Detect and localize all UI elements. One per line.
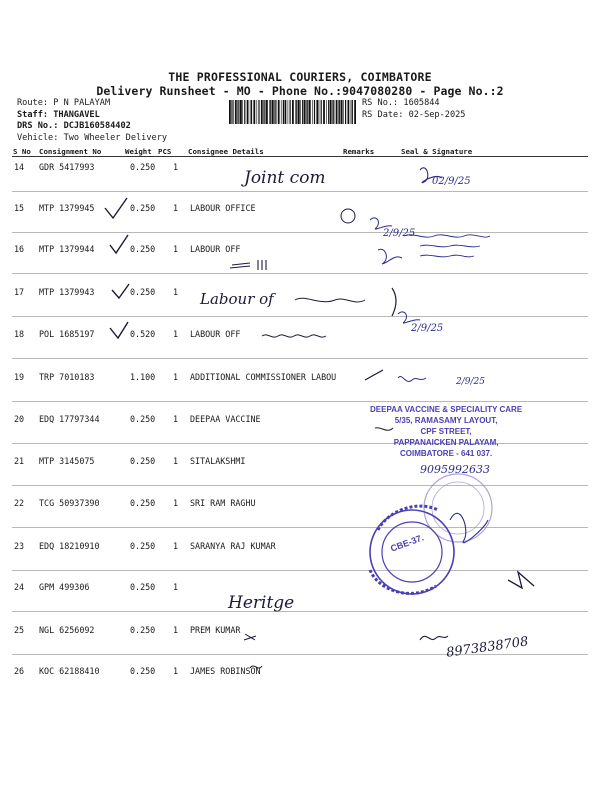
barcode-bar bbox=[309, 100, 311, 124]
col-consignee: Consignee Details bbox=[188, 147, 264, 156]
cell-consignment: MTP 1379943 bbox=[39, 287, 95, 297]
barcode-bar bbox=[283, 100, 284, 124]
company-title: THE PROFESSIONAL COURIERS, COIMBATORE bbox=[168, 70, 432, 84]
cell-sno: 18 bbox=[14, 329, 25, 339]
barcode-bar bbox=[238, 100, 239, 124]
cell-sno: 22 bbox=[14, 498, 25, 508]
barcode-bar bbox=[231, 100, 232, 124]
barcode-bar bbox=[343, 100, 344, 124]
cell-consignee: DEEPAA VACCINE bbox=[190, 414, 261, 424]
cell-sno: 21 bbox=[14, 456, 25, 466]
mtk-stamp-center: CBE-37. bbox=[389, 532, 426, 554]
hand-row24-consignee: Heritge bbox=[228, 593, 295, 613]
barcode-bar bbox=[354, 100, 356, 124]
hand-row15-sign: 2/9/25 bbox=[383, 228, 416, 239]
rs-no-text: RS No.: 1605844 bbox=[362, 98, 440, 108]
cell-sno: 14 bbox=[14, 162, 25, 172]
sign-row25 bbox=[420, 636, 448, 640]
barcode-bar bbox=[352, 100, 353, 124]
barcode-bar bbox=[304, 100, 306, 124]
barcode-bar bbox=[319, 100, 320, 124]
barcode-bar bbox=[266, 100, 268, 124]
cell-consignment: GPM 499306 bbox=[39, 582, 90, 592]
barcode-bar bbox=[332, 100, 333, 124]
cell-consignment: MTP 1379944 bbox=[39, 244, 95, 254]
barcode-bar bbox=[253, 100, 255, 124]
hand-row14-sign: 02/9/25 bbox=[432, 176, 471, 187]
barcode-bar bbox=[264, 100, 265, 124]
barcode-bar bbox=[326, 100, 327, 124]
row19-stroke bbox=[365, 370, 383, 380]
row-separator bbox=[12, 570, 588, 571]
cell-pcs: 1 bbox=[173, 372, 179, 382]
sign-row25-cross bbox=[244, 634, 256, 640]
cell-consignment: GDR 5417993 bbox=[39, 162, 95, 172]
cell-pcs: 1 bbox=[173, 162, 179, 172]
barcode-bar bbox=[312, 100, 313, 124]
cell-weight: 0.250 bbox=[130, 414, 156, 424]
row-separator bbox=[12, 316, 588, 317]
barcode-bar bbox=[281, 100, 282, 124]
cell-consignment: MTP 1379945 bbox=[39, 203, 95, 213]
barcode-bar bbox=[306, 100, 307, 124]
cell-consignment: TCG 50937390 bbox=[39, 498, 100, 508]
cell-consignee: SITALAKSHMI bbox=[190, 456, 246, 466]
cell-pcs: 1 bbox=[173, 414, 179, 424]
cell-consignee: SARANYA RAJ KUMAR bbox=[190, 541, 276, 551]
barcode-bar bbox=[232, 100, 233, 124]
col-remarks: Remarks bbox=[343, 147, 375, 156]
cell-consignee: SRI RAM RAGHU bbox=[190, 498, 256, 508]
cell-weight: 0.250 bbox=[130, 625, 156, 635]
cell-consignment: POL 1685197 bbox=[39, 329, 95, 339]
cell-consignee: LABOUR OFF bbox=[190, 244, 241, 254]
cell-consignee: LABOUR OFFICE bbox=[190, 203, 256, 213]
barcode-bar bbox=[345, 100, 346, 124]
col-weight: Weight bbox=[125, 147, 152, 156]
meta-left bbox=[17, 98, 167, 144]
barcode bbox=[229, 100, 356, 124]
sign-row24 bbox=[508, 572, 534, 588]
barcode-bar bbox=[348, 100, 350, 124]
cell-weight: 0.250 bbox=[130, 244, 156, 254]
cell-sno: 20 bbox=[14, 414, 25, 424]
cell-consignment: MTP 3145075 bbox=[39, 456, 95, 466]
barcode-bar bbox=[251, 100, 252, 124]
barcode-bar bbox=[263, 100, 264, 124]
cell-pcs: 1 bbox=[173, 541, 179, 551]
cell-consignment: EDQ 17797344 bbox=[39, 414, 100, 424]
cell-consignee: LABOUR OFF bbox=[190, 329, 241, 339]
hand-row17-consignee: Labour of bbox=[200, 290, 274, 308]
route-text: Route: P N PALAYAM bbox=[17, 98, 111, 108]
header-divider bbox=[12, 156, 588, 157]
cell-weight: 0.250 bbox=[130, 541, 156, 551]
staff-text: Staff: THANGAVEL bbox=[17, 109, 100, 120]
cell-weight: 0.250 bbox=[130, 162, 156, 172]
barcode-bar bbox=[295, 100, 296, 124]
hand-row21-phone: 9095992633 bbox=[420, 463, 490, 476]
barcode-bar bbox=[247, 100, 249, 124]
tick-row15 bbox=[105, 198, 127, 218]
barcode-bar bbox=[272, 100, 274, 124]
row18-tamil bbox=[262, 335, 326, 337]
barcode-bar bbox=[339, 100, 340, 124]
barcode-bar bbox=[258, 100, 259, 124]
hand-row14-consignee: Joint com bbox=[244, 168, 326, 188]
barcode-bar bbox=[278, 100, 280, 124]
cell-sno: 19 bbox=[14, 372, 25, 382]
circle-mark bbox=[341, 209, 355, 223]
row-separator bbox=[12, 358, 588, 359]
barcode-bar bbox=[341, 100, 343, 124]
hand-row18-sign: 2/9/25 bbox=[411, 323, 444, 334]
cell-sno: 24 bbox=[14, 582, 25, 592]
vehicle-text: Vehicle: Two Wheeler Delivery bbox=[17, 132, 168, 143]
cell-sno: 26 bbox=[14, 666, 25, 676]
barcode-bar bbox=[261, 100, 263, 124]
deepaa-stamp-line: COIMBATORE - 641 037. bbox=[399, 449, 493, 458]
barcode-bar bbox=[333, 100, 334, 124]
runsheet-title: Delivery Runsheet - MO - Phone No.:9047080280 - Page No.:2 bbox=[96, 84, 504, 98]
barcode-bar bbox=[328, 100, 329, 124]
cell-consignee: JAMES ROBINSON bbox=[190, 666, 261, 676]
col-seal: Seal & Signature bbox=[401, 147, 473, 156]
barcode-bar bbox=[285, 100, 287, 124]
sign-row16-tamil bbox=[404, 235, 490, 257]
row-separator bbox=[12, 485, 588, 486]
barcode-bar bbox=[237, 100, 238, 124]
barcode-bar bbox=[316, 100, 318, 124]
barcode-bar bbox=[290, 100, 291, 124]
cell-consignee: PREM KUMAR bbox=[190, 625, 241, 635]
barcode-bar bbox=[300, 100, 301, 124]
deepaa-stamp bbox=[370, 404, 522, 459]
row17-quote bbox=[295, 298, 365, 302]
tick-row17 bbox=[112, 284, 129, 298]
sign-row16 bbox=[378, 249, 402, 264]
barcode-bar bbox=[351, 100, 352, 124]
barcode-bar bbox=[323, 100, 325, 124]
col-pcs: PCS bbox=[158, 147, 172, 156]
cell-consignment: KOC 62188410 bbox=[39, 666, 100, 676]
barcode-bar bbox=[250, 100, 251, 124]
barcode-bar bbox=[302, 100, 303, 124]
cell-pcs: 1 bbox=[173, 203, 179, 213]
bracket-mark bbox=[392, 288, 396, 316]
cell-pcs: 1 bbox=[173, 582, 179, 592]
col-sno: S No bbox=[13, 147, 31, 156]
barcode-bar bbox=[336, 100, 338, 124]
row-separator bbox=[12, 401, 588, 402]
cell-pcs: 1 bbox=[173, 456, 179, 466]
row-separator bbox=[12, 527, 588, 528]
barcode-bar bbox=[307, 100, 308, 124]
cell-pcs: 1 bbox=[173, 329, 179, 339]
cell-pcs: 1 bbox=[173, 625, 179, 635]
deepaa-stamp-line: 5/35, RAMASAMY LAYOUT, bbox=[394, 416, 498, 425]
cell-weight: 0.250 bbox=[130, 203, 156, 213]
barcode-bar bbox=[314, 100, 315, 124]
row-separator bbox=[12, 191, 588, 192]
barcode-bar bbox=[321, 100, 322, 124]
cell-pcs: 1 bbox=[173, 498, 179, 508]
barcode-bar bbox=[275, 100, 276, 124]
cell-consignment: EDQ 18210910 bbox=[39, 541, 100, 551]
row-separator bbox=[12, 654, 588, 655]
deepaa-stamp-line: DEEPAA VACCINE & SPECIALITY CARE bbox=[370, 405, 523, 414]
rs-date-text: RS Date: 02-Sep-2025 bbox=[362, 109, 466, 120]
barcode-bar bbox=[244, 100, 245, 124]
cell-pcs: 1 bbox=[173, 666, 179, 676]
barcode-bar bbox=[269, 100, 270, 124]
cell-consignment: TRP 7010183 bbox=[39, 372, 95, 382]
sign-row19 bbox=[398, 376, 426, 381]
cell-weight: 0.250 bbox=[130, 498, 156, 508]
barcode-bar bbox=[296, 100, 297, 124]
barcode-bar bbox=[338, 100, 339, 124]
row-separator bbox=[12, 273, 588, 274]
cell-sno: 17 bbox=[14, 287, 25, 297]
cell-weight: 0.520 bbox=[130, 329, 156, 339]
hand-row19-sign: 2/9/25 bbox=[456, 377, 485, 387]
cell-sno: 23 bbox=[14, 541, 25, 551]
deepaa-stamp-line: PAPPANAICKEN PALAYAM, bbox=[393, 438, 499, 447]
cell-pcs: 1 bbox=[173, 244, 179, 254]
barcode-bar bbox=[292, 100, 294, 124]
barcode-bar bbox=[298, 100, 300, 124]
deepaa-stamp-line: CPF STREET, bbox=[420, 427, 472, 436]
mtk-stamp-outer bbox=[370, 510, 454, 594]
barcode-bar bbox=[235, 100, 237, 124]
cell-weight: 0.250 bbox=[130, 456, 156, 466]
barcode-bar bbox=[330, 100, 332, 124]
barcode-bar bbox=[270, 100, 271, 124]
tick-row18 bbox=[110, 322, 128, 338]
barcode-bar bbox=[242, 100, 243, 124]
barcode-bar bbox=[229, 100, 231, 124]
cell-pcs: 1 bbox=[173, 287, 179, 297]
barcode-bar bbox=[274, 100, 275, 124]
meta-right bbox=[362, 98, 465, 121]
sign-row18 bbox=[398, 312, 420, 323]
cell-weight: 0.250 bbox=[130, 666, 156, 676]
row16-marks bbox=[230, 260, 266, 270]
row-separator bbox=[12, 611, 588, 612]
col-consignment: Consignment No bbox=[39, 147, 102, 156]
cell-sno: 25 bbox=[14, 625, 25, 635]
cell-sno: 16 bbox=[14, 244, 25, 254]
barcode-bar bbox=[288, 100, 289, 124]
cell-weight: 1.100 bbox=[130, 372, 156, 382]
cell-sno: 15 bbox=[14, 203, 25, 213]
barcode-bar bbox=[257, 100, 258, 124]
cell-weight: 0.250 bbox=[130, 582, 156, 592]
cell-consignee: ADDITIONAL COMMISSIONER LABOU bbox=[190, 372, 337, 382]
barcode-bar bbox=[240, 100, 242, 124]
hand-row25-phone: 8973838708 bbox=[445, 634, 530, 661]
tick-row16 bbox=[110, 235, 128, 253]
drs-text: DRS No.: DCJB160584402 bbox=[17, 121, 131, 131]
cell-consignment: NGL 6256092 bbox=[39, 625, 95, 635]
row-separator bbox=[12, 232, 588, 233]
cell-weight: 0.250 bbox=[130, 287, 156, 297]
